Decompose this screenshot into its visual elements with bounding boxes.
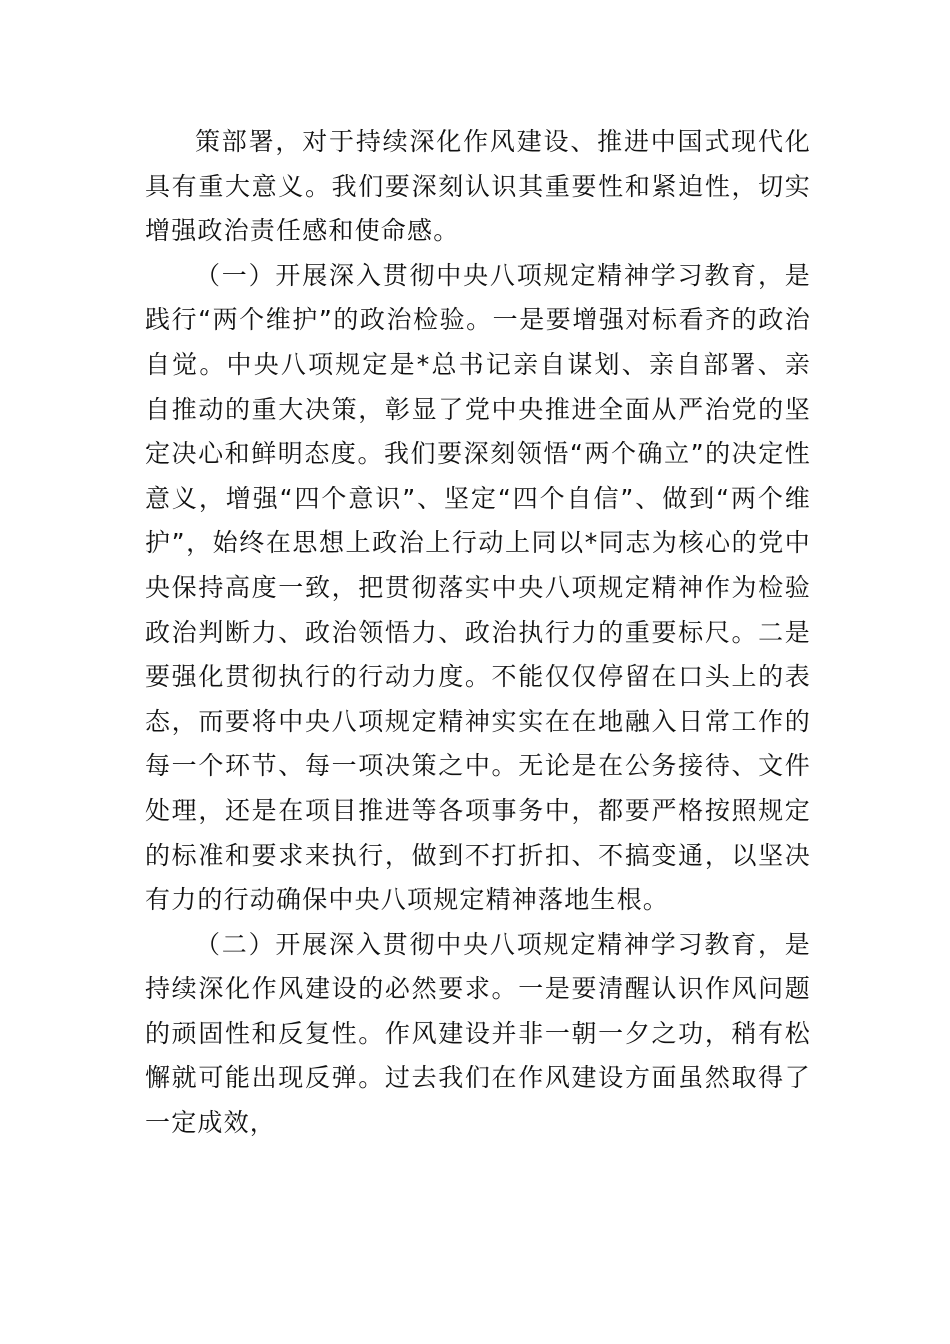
document-body: [145, 120, 811, 1146]
paragraph-continuation: 策部署，对于持续深化作风建设、推进中国式现代化具有重大意义。我们要深刻认识其重要性和紧迫性，切实增强政治责任感和使命感。: [145, 127, 811, 246]
paragraph-section-two: （二）开展深入贯彻中央八项规定精神学习教育，是持续深化作风建设的必然要求。一是要清醒认识作风问题的顽固性和反复性。作风建设并非一朝一夕之功，稍有松懈就可能出现反弹。过去我们在作风建设方面虽然取得了一定成效，: [145, 929, 811, 1138]
paragraph-section-one: （一）开展深入贯彻中央八项规定精神学习教育，是践行“两个维护”的政治检验。一是要增强对标看齐的政治自觉。中央八项规定是*总书记亲自谋划、亲自部署、亲自推动的重大决策，彰显了党中央推进全面从严治党的坚定决心和鲜明态度。我们要深刻领悟“两个确立”的决定性意义，增强“四个意识”、坚定“四个自信”、做到“两个维护”，始终在思想上政治上行动上同以*同志为核心的党中央保持高度一致，把贯彻落实中央八项规定精神作为检验政治判断力、政治领悟力、政治执行力的重要标尺。二是要强化贯彻执行的行动力度。不能仅仅停留在口头上的表态，而要将中央八项规定精神实实在在地融入日常工作的每一个环节、每一项决策之中。无论是在公务接待、文件处理，还是在项目推进等各项事务中，都要严格按照规定的标准和要求来执行，做到不打折扣、不搞变通，以坚决有力的行动确保中央八项规定精神落地生根。: [145, 260, 811, 915]
